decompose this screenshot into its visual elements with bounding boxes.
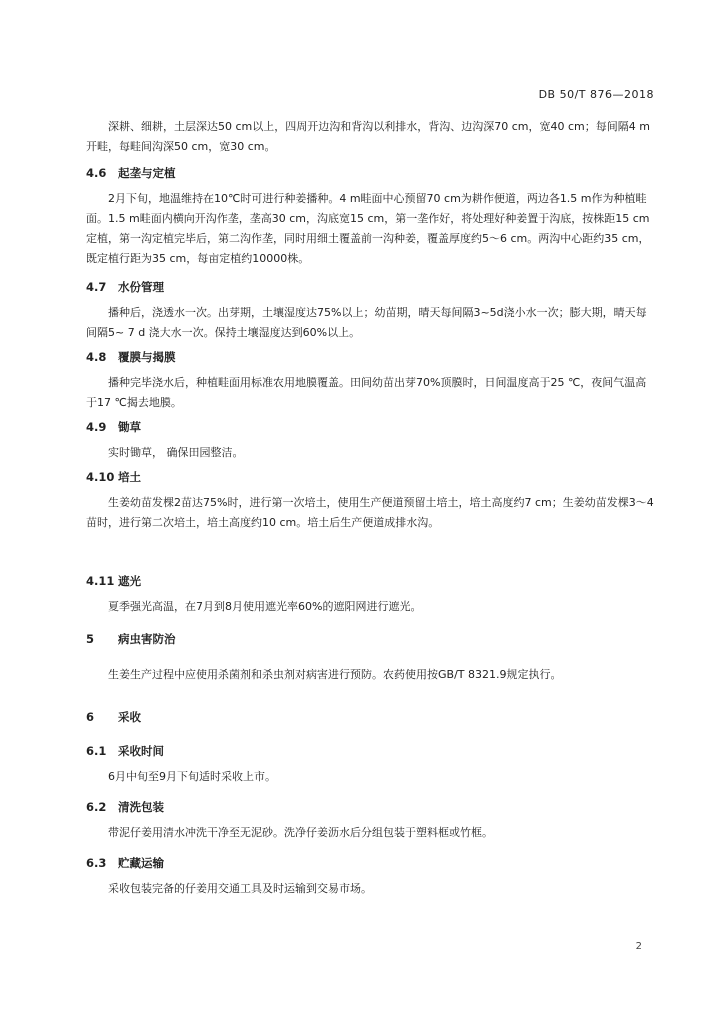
- section-title: 锄草: [118, 420, 141, 434]
- section-text: 播种完毕浇水后，种植畦面用标准农用地膜覆盖。田间幼苗出芽70%顶膜时，日间温度高于25 ℃，夜间气温高于17 ℃揭去地膜。: [86, 376, 647, 409]
- section-4-10: [86, 467, 656, 533]
- intro-block: [86, 117, 656, 157]
- section-4-9: [86, 417, 656, 463]
- section-6: [86, 707, 656, 727]
- section-title: 培土: [118, 470, 141, 484]
- section-text: 播种后，浇透水一次。出芽期，土壤湿度达75%以上；幼苗期，晴天每间隔3~5d浇小水一次；膨大期，晴天每间隔5~ 7 d 浇大水一次。保持土壤湿度达到60%以上。: [86, 306, 647, 339]
- document-code: DB 50/T 876—2018: [538, 88, 654, 101]
- page-number: 2: [635, 941, 642, 952]
- section-title: 水份管理: [118, 280, 164, 294]
- section-number: 4.11: [86, 574, 115, 588]
- section-text: 生姜幼苗发棵2苗达75%时，进行第一次培土，使用生产便道预留土培土，培土高度约7 cm；生姜幼苗发棵3～4苗时，进行第二次培土，培土高度约10 cm。培土后生产便道成排水沟。: [86, 496, 654, 529]
- section-title: 起垄与定植: [118, 166, 176, 180]
- section-number: 4.7: [86, 280, 107, 294]
- section-heading: [86, 467, 656, 487]
- section-heading: [86, 347, 656, 367]
- section-number: 4.9: [86, 420, 107, 434]
- section-text: 2月下旬，地温维持在10℃时可进行种姜播种。4 m畦面中心预留70 cm为耕作便道，两边各1.5 m作为种植畦面。1.5 m畦面内横向开沟作垄，垄高30 cm，沟底宽15 cm，第一垄作好，将处理好种姜置于沟底，按株距15 cm定植，第一沟定植完毕后，第二沟作垄，同时用细土覆盖前一沟种姜，覆盖厚度约5～6 cm。两沟中心距约35 cm，既定植行距为35 cm，每亩定植约10000株。: [86, 192, 650, 265]
- section-number: 6: [86, 710, 95, 724]
- section-number: 5: [86, 632, 95, 646]
- section-title: 遮光: [118, 574, 141, 588]
- section-title: 采收时间: [118, 744, 164, 758]
- section-heading: [86, 797, 656, 817]
- section-text: 夏季强光高温，在7月到8月使用遮光率60%的遮阳网进行遮光。: [108, 600, 422, 613]
- section-4-7: [86, 277, 656, 343]
- section-heading: [86, 853, 656, 873]
- section-6-1: [86, 741, 656, 787]
- section-text: 带泥仔姜用清水冲洗干净至无泥砂。洗净仔姜沥水后分组包装于塑料框或竹框。: [108, 826, 493, 839]
- section-number: 6.2: [86, 800, 107, 814]
- section-text: 6月中旬至9月下旬适时采收上市。: [108, 770, 276, 783]
- section-text: 实时锄草， 确保田园整洁。: [108, 446, 244, 459]
- section-title: 病虫害防治: [118, 632, 176, 646]
- section-text: 生姜生产过程中应使用杀菌剂和杀虫剂对病害进行预防。农药使用按GB/T 8321.9规定执行。: [108, 668, 562, 681]
- section-heading: [86, 277, 656, 297]
- section-5: [86, 629, 656, 685]
- section-6-3: [86, 853, 656, 899]
- section-heading: [86, 417, 656, 437]
- section-4-8: [86, 347, 656, 413]
- section-6-2: [86, 797, 656, 843]
- section-heading: [86, 707, 656, 727]
- intro-paragraph: 深耕、细耕，土层深达50 cm以上，四周开边沟和背沟以利排水，背沟、边沟深70 cm，宽40 cm；每间隔4 m开畦，每畦间沟深50 cm，宽30 cm。: [86, 120, 650, 153]
- section-number: 6.1: [86, 744, 107, 758]
- section-number: 4.8: [86, 350, 107, 364]
- section-4-11: [86, 571, 656, 617]
- section-title: 清洗包装: [118, 800, 164, 814]
- section-number: 6.3: [86, 856, 107, 870]
- section-4-6: [86, 163, 656, 269]
- section-title: 贮藏运输: [118, 856, 164, 870]
- section-heading: [86, 571, 656, 591]
- section-heading: [86, 163, 656, 183]
- section-title: 覆膜与揭膜: [118, 350, 176, 364]
- section-number: 4.10: [86, 470, 115, 484]
- section-title: 采收: [118, 710, 141, 724]
- section-text: 采收包装完备的仔姜用交通工具及时运输到交易市场。: [108, 882, 372, 895]
- section-number: 4.6: [86, 166, 107, 180]
- section-heading: [86, 629, 656, 649]
- section-heading: [86, 741, 656, 761]
